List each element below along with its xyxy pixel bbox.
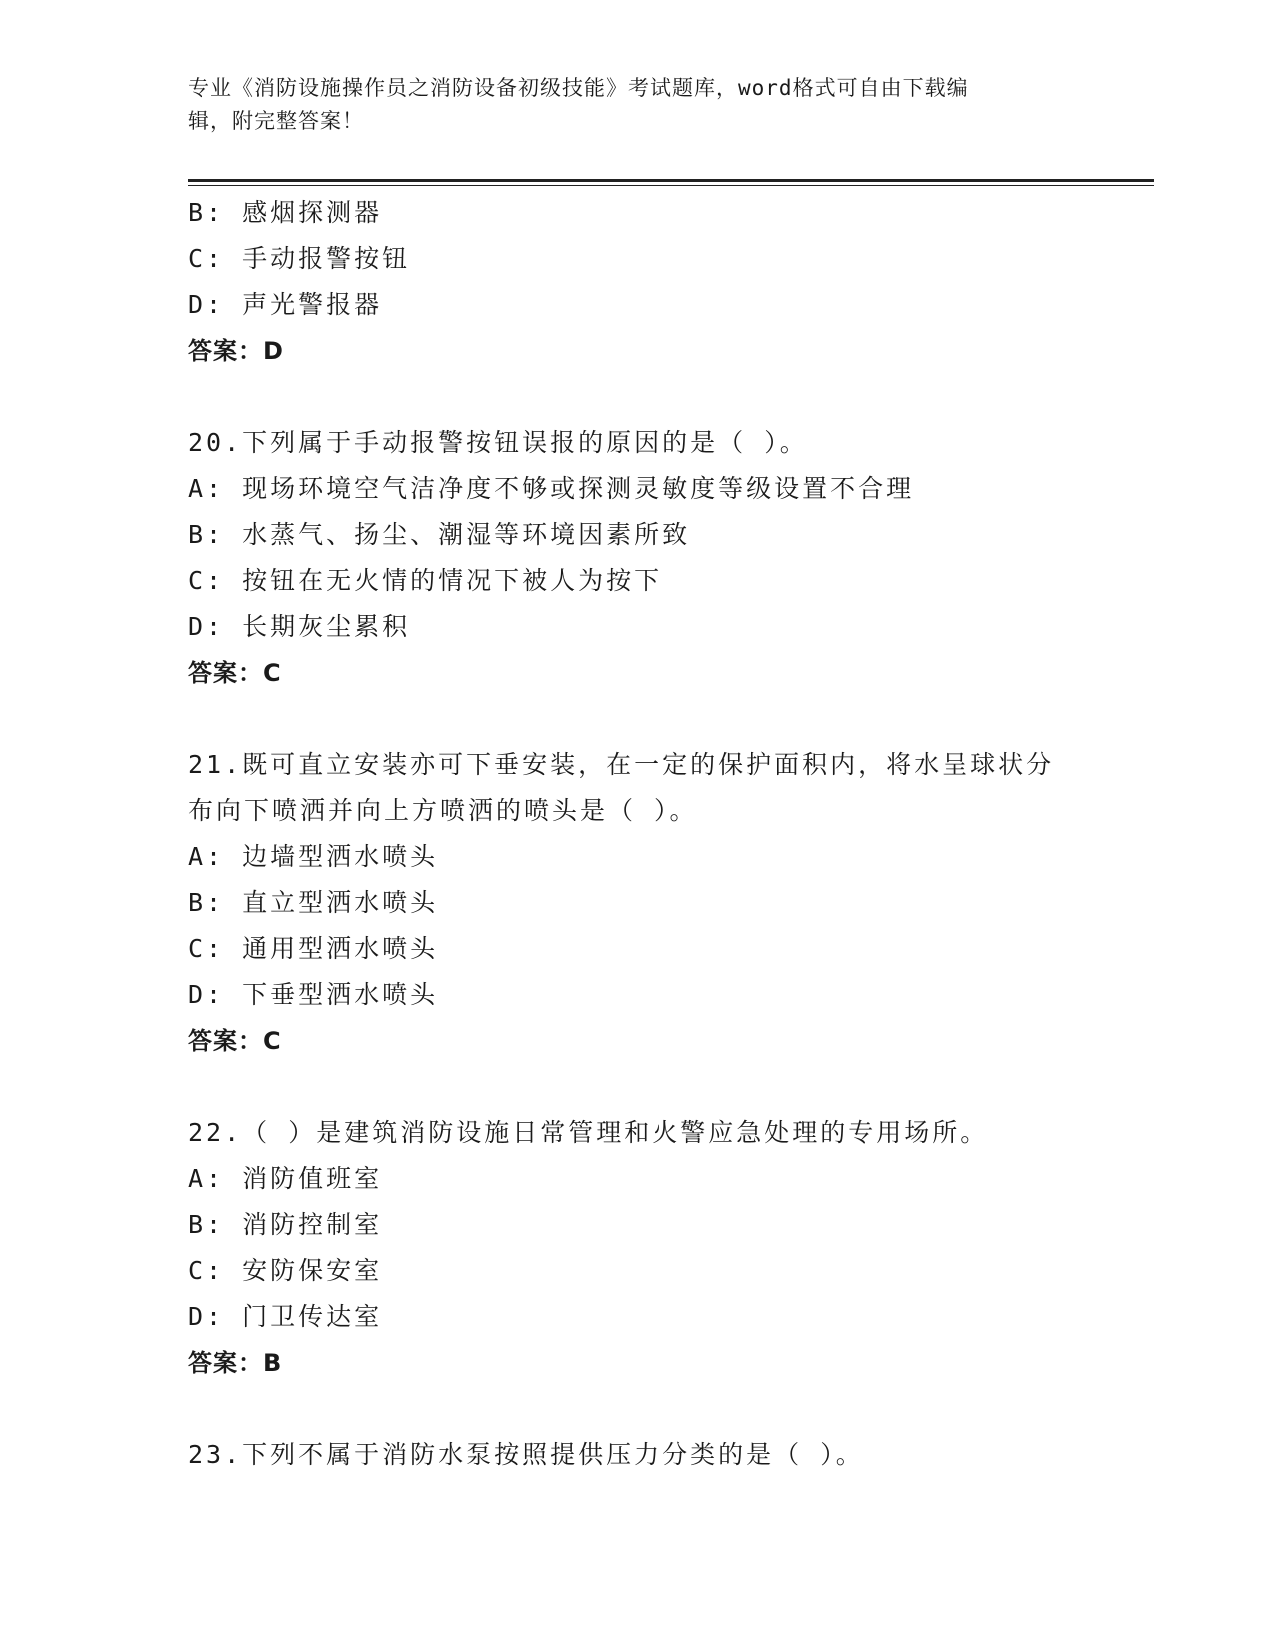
- spacer: [188, 374, 1148, 420]
- question-stem: 20.下列属于手动报警按钮误报的原因的是（ ）。: [188, 428, 808, 457]
- question-stem-line-1: 21.既可直立安装亦可下垂安装，在一定的保护面积内，将水呈球状分: [188, 750, 1055, 779]
- option-b: B: 消防控制室: [188, 1210, 383, 1239]
- option-a: A: 边墙型洒水喷头: [188, 842, 439, 871]
- question-21: [188, 742, 1148, 1064]
- option-d: D: 门卫传达室: [188, 1302, 383, 1331]
- header-line-1: 专业《消防设施操作员之消防设备初级技能》考试题库，word格式可自由下载编: [188, 76, 969, 100]
- option-d: D: 下垂型洒水喷头: [188, 980, 439, 1009]
- document-header: [188, 72, 1088, 138]
- question-stem-line-2: 布向下喷洒并向上方喷洒的喷头是（ ）。: [188, 796, 698, 825]
- question-23: [188, 1432, 1148, 1478]
- option-c: C: 通用型洒水喷头: [188, 934, 439, 963]
- header-divider-thick: [188, 179, 1154, 182]
- spacer: [188, 1064, 1148, 1110]
- answer: 答案：B: [188, 1349, 283, 1377]
- header-divider-thin: [188, 185, 1154, 186]
- spacer: [188, 1386, 1148, 1432]
- spacer: [188, 696, 1148, 742]
- question-22: [188, 1110, 1148, 1386]
- option-a: A: 现场环境空气洁净度不够或探测灵敏度等级设置不合理: [188, 474, 915, 503]
- option-c: C: 安防保安室: [188, 1256, 383, 1285]
- option-c: C: 手动报警按钮: [188, 244, 411, 273]
- option-c: C: 按钮在无火情的情况下被人为按下: [188, 566, 663, 595]
- question-20: [188, 420, 1148, 696]
- option-d: D: 声光警报器: [188, 290, 383, 319]
- option-b: B: 直立型洒水喷头: [188, 888, 439, 917]
- question-list: [188, 190, 1148, 1478]
- answer: 答案：D: [188, 337, 284, 365]
- answer: 答案：C: [188, 1027, 282, 1055]
- option-a: A: 消防值班室: [188, 1164, 383, 1193]
- question-stem: 22.（ ）是建筑消防设施日常管理和火警应急处理的专用场所。: [188, 1118, 989, 1147]
- option-d: D: 长期灰尘累积: [188, 612, 411, 641]
- option-b: B: 感烟探测器: [188, 198, 383, 227]
- answer: 答案：C: [188, 659, 282, 687]
- question-stem: 23.下列不属于消防水泵按照提供压力分类的是（ ）。: [188, 1440, 864, 1469]
- question-19-tail: [188, 190, 1148, 374]
- header-line-2: 辑，附完整答案！: [188, 109, 364, 133]
- option-b: B: 水蒸气、扬尘、潮湿等环境因素所致: [188, 520, 691, 549]
